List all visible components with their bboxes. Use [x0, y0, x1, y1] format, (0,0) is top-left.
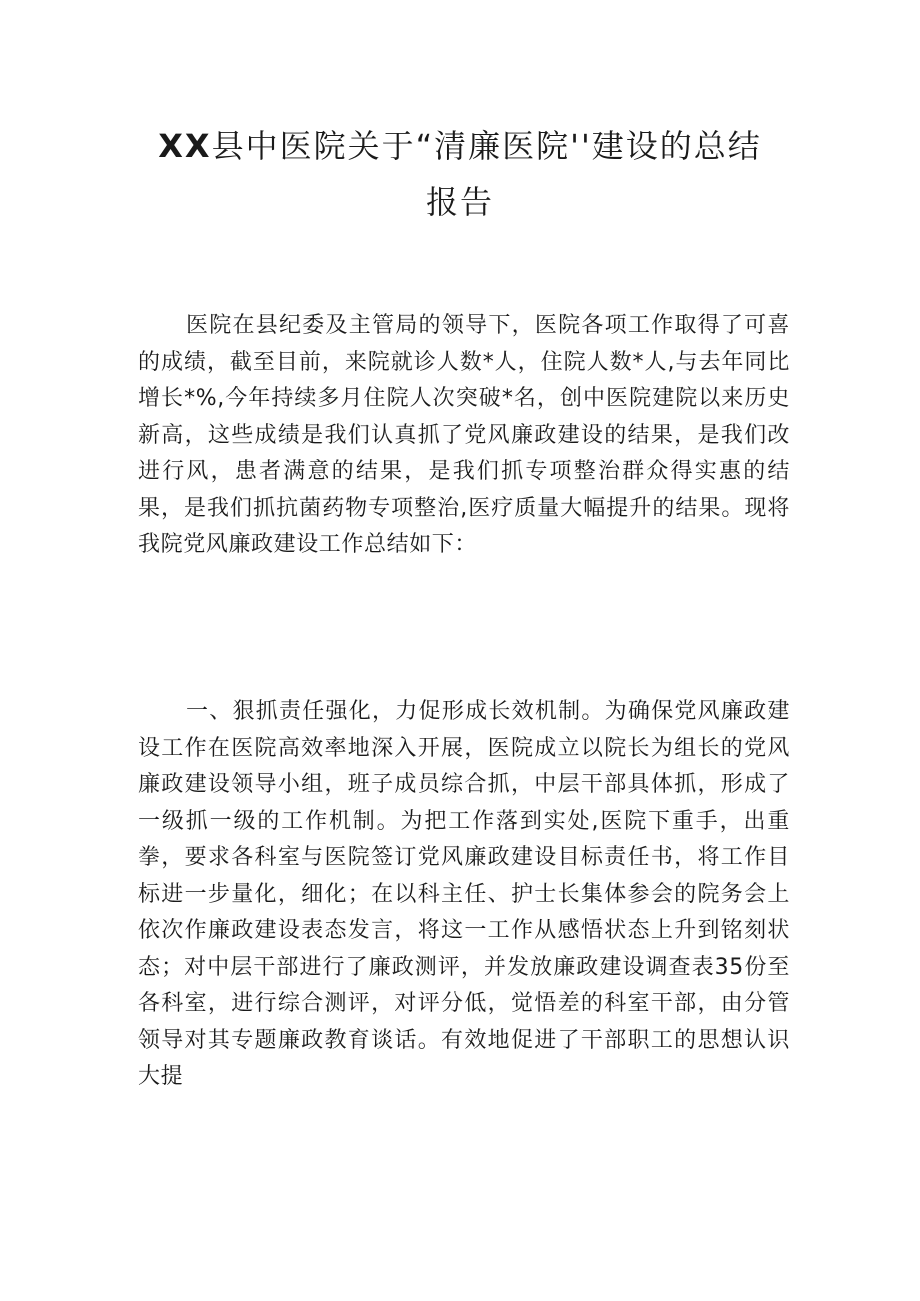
title-line-2: 报告: [425, 183, 494, 221]
paragraph-intro: 医院在县纪委及主管局的领导下，医院各项工作取得了可喜的成绩，截至目前，来院就诊人数*人，住院人数*人,与去年同比增长*%,今年持续多月住院人次突破*名，创中医院建院以来历史新高，这些成绩是我们认真抓了党风廉政建设的结果，是我们改进行风，患者满意的结果，是我们抓专项整治群众得实惠的结果，是我们抓抗菌药物专项整治,医疗质量大幅提升的结果。现将我院党风廉政建设工作总结如下：: [138, 313, 790, 557]
title-line-1-text: 县中医院关于“清廉医院''建设的总结: [211, 127, 762, 165]
title-line-1: [0, 118, 920, 174]
paragraph-section-1: 一、狠抓责任强化，力促形成长效机制。为确保党风廉政建设工作在医院高效率地深入开展，医院成立以院长为组长的党风廉政建设领导小组，班子成员综合抓，中层干部具体抓，形成了一级抓一级的工作机制。为把工作落到实处,医院下重手，出重拳，要求各科室与医院签订党风廉政建设目标责任书，将工作目标进一步量化，细化；在以科主任、护士长集体参会的院务会上依次作廉政建设表态发言，将这一工作从感悟状态上升到铭刻状态；对中层干部进行了廉政测评，并发放廉政建设调查表35份至各科室，进行综合测评，对评分低，觉悟差的科室干部，由分管领导对其专题廉政教育谈话。有效地促进了干部职工的思想认识大提: [138, 699, 790, 1089]
document-title: [0, 118, 920, 230]
title-county-placeholder: XX: [158, 127, 212, 165]
